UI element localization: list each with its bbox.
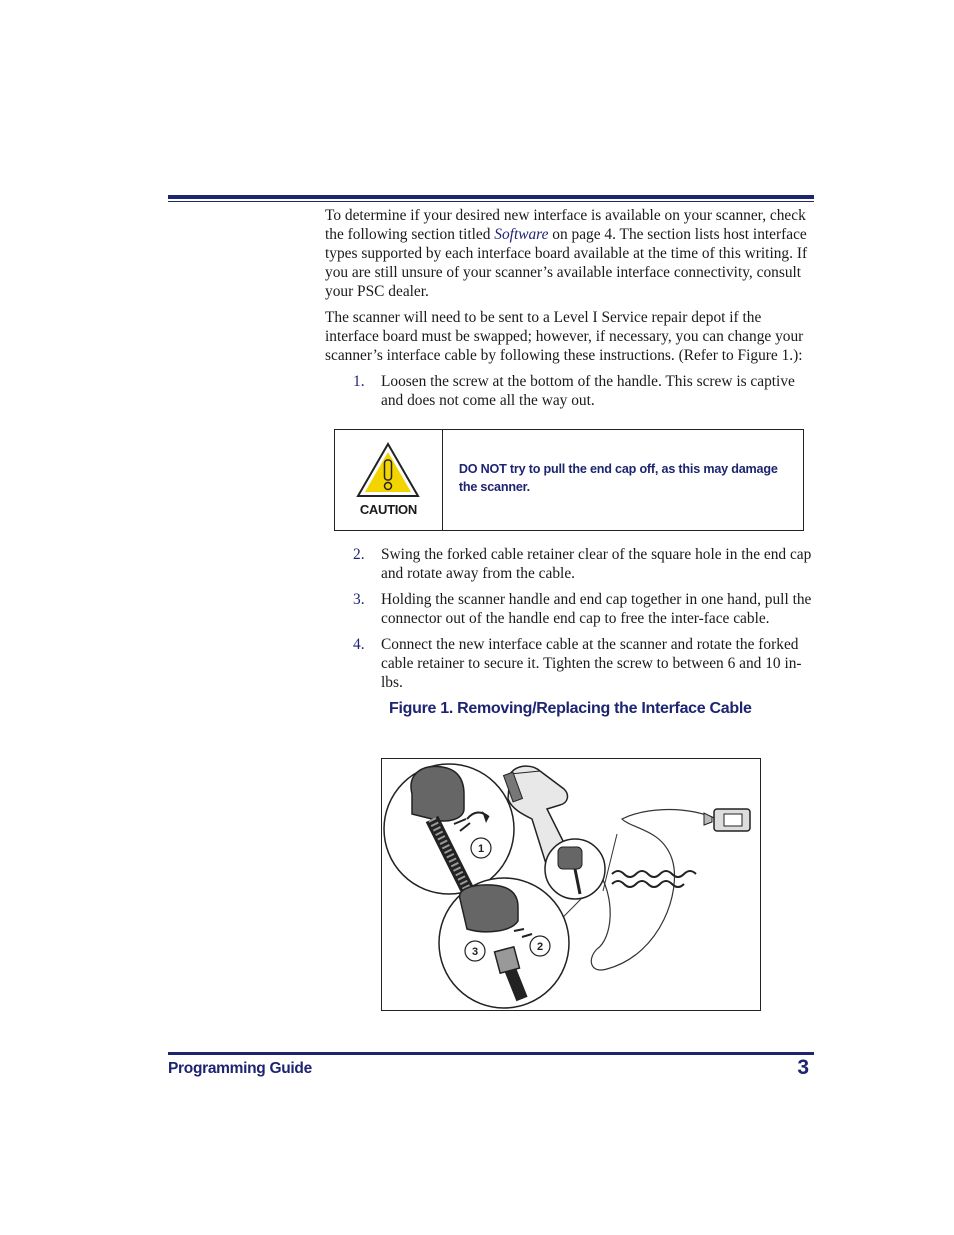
scanner-cable-diagram	[382, 759, 760, 1010]
intro-paragraph-2: The scanner will need to be sent to a Level I Service repair depot if the interface board must be swapped; however, if necessary, you can change your scanner’s interface cable by following these instructions. (Refer to Figure 1.):	[325, 309, 804, 364]
step-text: Swing the forked cable retainer clear of the square hole in the end cap and rotate away from the cable.	[381, 546, 812, 582]
end-cap-icon	[558, 847, 582, 869]
caution-text: DO NOT try to pull the end cap off, as this may damage the scanner.	[458, 462, 778, 494]
callout-3-label: 3	[471, 946, 479, 958]
figure-illustration	[381, 758, 761, 1011]
intro-text: To determine if your desired new interface is available on your scanner, check the following section titled	[325, 207, 806, 243]
list-item	[325, 545, 815, 583]
steps-list	[325, 372, 815, 410]
list-item	[325, 590, 815, 628]
step-text: Holding the scanner handle and end cap together in one hand, pull the connector out of the handle end cap to free the inter-face cable.	[381, 591, 812, 627]
header-rule-thin	[168, 201, 814, 202]
step-number: 2.	[353, 546, 365, 563]
warning-triangle-icon	[356, 442, 420, 498]
header-rule	[168, 195, 814, 199]
caution-icon-cell	[335, 430, 443, 530]
intro-text-cont: on page 4. The section lists host interface types supported by each interface board available at the time of this writing. If you are still unsure of your scanner’s available interface connectivity, consult your PSC dealer.	[325, 226, 808, 300]
step-text: Connect the new interface cable at the scanner and rotate the forked cable retainer to secure it. Tighten the screw to between 6 and 10 in-lbs.	[381, 636, 802, 691]
list-item	[325, 635, 815, 692]
step-number: 4.	[353, 636, 365, 653]
figure-caption: Figure 1. Removing/Replacing the Interface Cable	[389, 700, 752, 717]
callout-1-label: 1	[477, 843, 485, 855]
callout-2-label: 2	[536, 941, 544, 953]
page-number: 3	[797, 1056, 809, 1079]
caution-box	[334, 429, 804, 531]
main-content	[325, 206, 815, 726]
coil-icon	[612, 871, 696, 887]
list-item	[325, 372, 815, 410]
intro-paragraph-1	[325, 206, 815, 301]
software-section-link[interactable]: Software	[494, 226, 549, 243]
step-number: 1.	[353, 373, 365, 390]
step-number: 3.	[353, 591, 365, 608]
steps-list-continued	[325, 545, 815, 692]
footer-rule	[168, 1052, 814, 1055]
caution-label: CAUTION	[359, 502, 417, 517]
connector-plug-icon	[704, 809, 750, 831]
footer-title: Programming Guide	[168, 1060, 312, 1077]
step-text: Loosen the screw at the bottom of the handle. This screw is captive and does not come all the way out.	[381, 373, 795, 409]
